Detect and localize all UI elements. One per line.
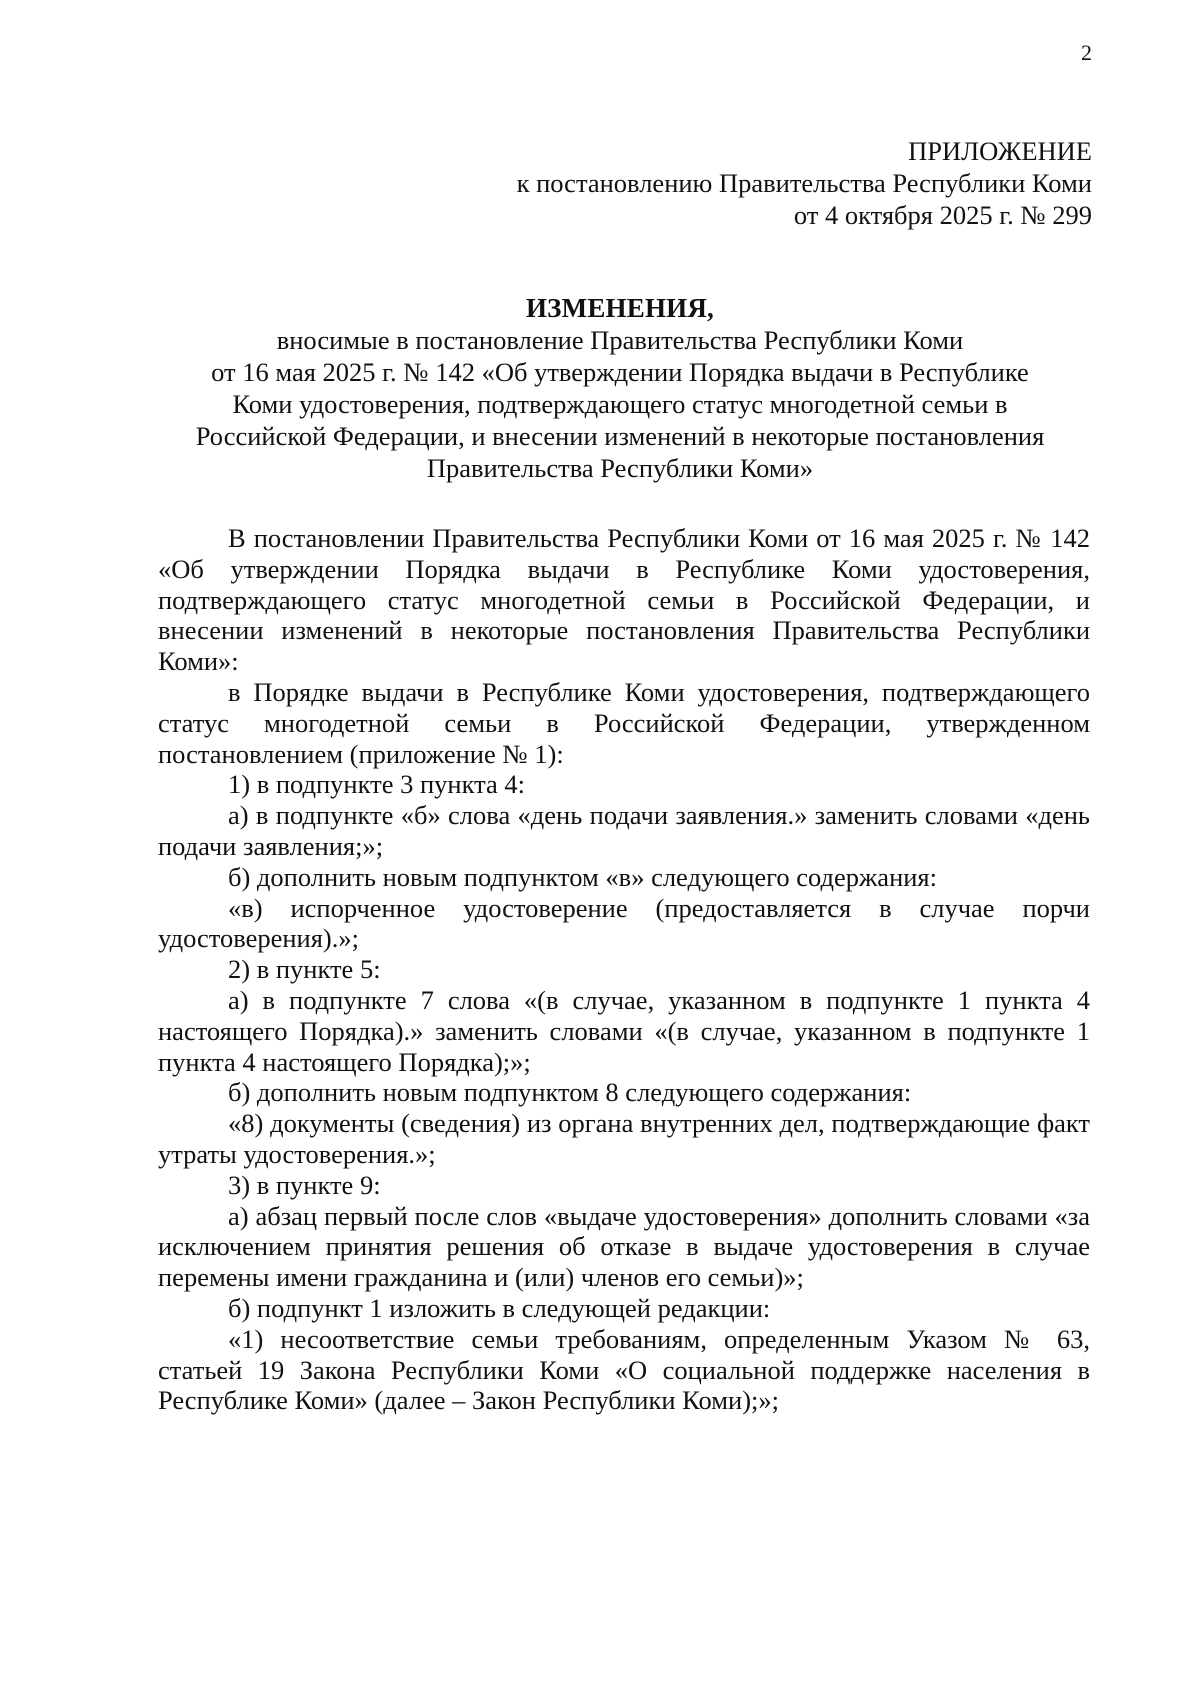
body-paragraph: «8) документы (сведения) из органа внутренних дел, подтверждающие факт утраты удостоверения.»; (158, 1108, 1090, 1169)
body-paragraph: б) дополнить новым подпунктом «в» следующего содержания: (228, 861, 937, 892)
appendix-line: от 4 октября 2025 г. № 299 (793, 200, 1092, 230)
body-paragraph: 1) в подпункте 3 пункта 4: (228, 769, 526, 800)
document-body (158, 523, 1090, 1416)
body-paragraph: «1) несоответствие семьи требованиям, определенным Указом № 63, статьей 19 Закона Республики Коми «О социальной поддержке населения в Республике Коми» (далее – Закон Республики Коми);»; (158, 1323, 1090, 1416)
appendix-header (192, 135, 1092, 231)
body-paragraph: а) абзац первый после слов «выдаче удостоверения» дополнить словами «за исключением принятия решения об отказе в выдаче удостоверения в случае перемены имени гражданина и (или) членов его семьи)»; (158, 1200, 1090, 1293)
body-paragraph: б) дополнить новым подпунктом 8 следующего содержания: (228, 1077, 912, 1108)
title-subline: вносимые в постановление Правительства Республики Коми (276, 325, 964, 355)
appendix-line: к постановлению Правительства Республики Коми (516, 168, 1092, 198)
body-paragraph: а) в подпункте 7 слова «(в случае, указанном в подпункте 1 пункта 4 настоящего Порядка).» заменить словами «(в случае, указанном в подпункте 1 пункта 4 настоящего Порядка);»; (158, 984, 1090, 1077)
title-subline: Российской Федерации, и внесении изменений в некоторые постановления (195, 421, 1045, 451)
title-heading: ИЗМЕНЕНИЯ, (525, 293, 714, 323)
body-paragraph: 2) в пункте 5: (228, 954, 381, 985)
title-subline: от 16 мая 2025 г. № 142 «Об утверждении Порядка выдачи в Республике (211, 357, 1029, 387)
body-paragraph: В постановлении Правительства Республики Коми от 16 мая 2025 г. № 142 «Об утверждении Порядка выдачи в Республике Коми удостоверения, подтверждающего статус многодетной семьи в Российской Федерации, и внесении изменений в некоторые постановления Правительства Республики Коми»: (158, 523, 1090, 677)
body-paragraph: а) в подпункте «б» слова «день подачи заявления.» заменить словами «день подачи заявления;»; (158, 800, 1090, 861)
title-subline: Коми удостоверения, подтверждающего статус многодетной семьи в (232, 389, 1008, 419)
appendix-label: ПРИЛОЖЕНИЕ (908, 136, 1092, 166)
body-paragraph: б) подпункт 1 изложить в следующей редакции: (228, 1292, 771, 1323)
body-paragraph: 3) в пункте 9: (228, 1169, 381, 1200)
body-paragraph: в Порядке выдачи в Республике Коми удостоверения, подтверждающего статус многодетной семьи в Российской Федерации, утвержденном постановлением (приложение № 1): (158, 676, 1090, 769)
title-subline: Правительства Республики Коми» (426, 453, 814, 483)
body-paragraph: «в) испорченное удостоверение (предоставляется в случае порчи удостоверения).»; (158, 892, 1090, 954)
document-title (150, 292, 1090, 484)
page-number: 2 (1081, 40, 1092, 65)
